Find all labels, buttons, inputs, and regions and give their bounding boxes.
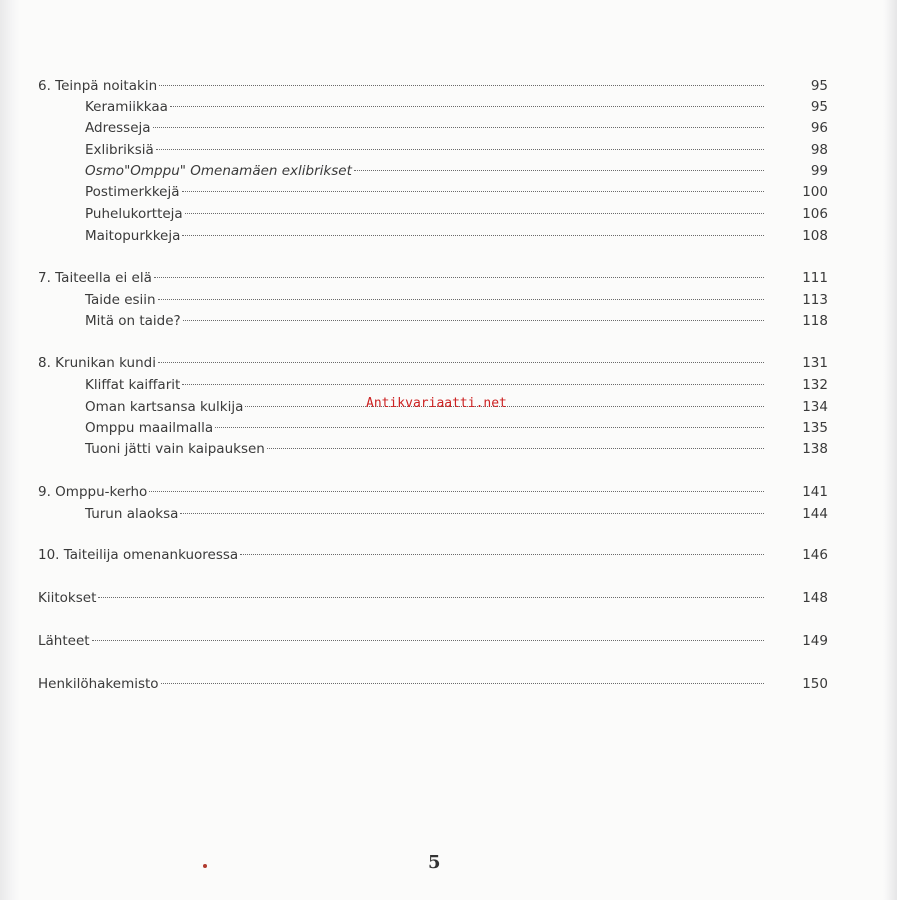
- toc-entry-title: 7. Taiteella ei elä: [38, 270, 152, 286]
- toc-leader-dots: [158, 361, 764, 363]
- toc-leader-dots: [170, 105, 764, 107]
- watermark: Antikvariaatti.net: [366, 396, 507, 411]
- toc-entry-page: 98: [810, 142, 828, 158]
- toc-entry-title: Mitä on taide?: [85, 313, 181, 329]
- ink-dot: [203, 864, 207, 868]
- toc-entry: [38, 268, 828, 288]
- toc-leader-dots: [182, 234, 764, 236]
- toc-entry-title: Kliffat kaiffarit: [85, 377, 181, 393]
- toc-entry: [38, 674, 828, 694]
- toc-entry-title: Kiitokset: [38, 590, 97, 606]
- toc-entry-title: Osmo"Omppu" Omenamäen exlibrikset: [85, 163, 352, 179]
- toc-entry-page: 131: [802, 355, 828, 371]
- toc-entry: [85, 375, 828, 395]
- toc-leader-dots: [158, 298, 764, 300]
- toc-entry: [85, 161, 828, 181]
- toc-leader-dots: [153, 126, 764, 128]
- toc-entry-page: 150: [802, 676, 828, 692]
- toc-entry-page: 149: [802, 633, 828, 649]
- toc-entry-page: 146: [802, 547, 828, 563]
- toc-leader-dots: [149, 490, 764, 492]
- toc-entry-title: 9. Omppu-kerho: [38, 484, 148, 500]
- toc-entry: [85, 226, 828, 246]
- toc-entry-title: Puhelukortteja: [85, 206, 183, 222]
- toc-entry-page: 144: [802, 506, 828, 522]
- toc-entry: [38, 545, 828, 565]
- toc-entry: [38, 482, 828, 502]
- toc-entry-title: Turun alaoksa: [85, 506, 179, 522]
- toc-entry-title: Henkilöhakemisto: [38, 676, 159, 692]
- toc-entry: [38, 353, 828, 373]
- toc-entry-title: 8. Krunikan kundi: [38, 355, 156, 371]
- toc-entry: [85, 311, 828, 331]
- toc-leader-dots: [156, 148, 764, 150]
- toc-leader-dots: [182, 190, 765, 192]
- toc-entry: [85, 204, 828, 224]
- toc-entry-title: Oman kartsansa kulkija: [85, 399, 244, 415]
- toc-leader-dots: [98, 596, 764, 598]
- toc-leader-dots: [161, 682, 764, 684]
- toc-entry-page: 111: [802, 270, 828, 286]
- toc-entry-title: Exlibriksiä: [85, 142, 154, 158]
- toc-entry-title: Keramiikkaa: [85, 99, 168, 115]
- toc-entry-page: 108: [802, 228, 828, 244]
- toc-leader-dots: [215, 426, 764, 428]
- toc-entry-page: 95: [810, 99, 828, 115]
- toc-entry-title: Adresseja: [85, 120, 151, 136]
- toc-entry: [85, 504, 828, 524]
- toc-entry-page: 132: [802, 377, 828, 393]
- page-number: 5: [428, 852, 441, 873]
- toc-leader-dots: [183, 319, 764, 321]
- toc-entry: [85, 97, 828, 117]
- toc-entry-page: 134: [802, 399, 828, 415]
- toc-entry-title: Taide esiin: [85, 292, 156, 308]
- toc-entry-page: 113: [802, 292, 828, 308]
- toc-entry-title: 10. Taiteilija omenankuoressa: [38, 547, 239, 563]
- toc-entry-page: 100: [802, 184, 828, 200]
- toc-entry-page: 138: [802, 441, 828, 457]
- toc-entry-title: Postimerkkejä: [85, 184, 180, 200]
- toc-entry-title: Lähteet: [38, 633, 90, 649]
- toc-entry-page: 96: [810, 120, 828, 136]
- toc-entry: [85, 118, 828, 138]
- toc-entry-page: 99: [810, 163, 828, 179]
- toc-entry: [38, 631, 828, 651]
- toc-entry: [85, 290, 828, 310]
- toc-entry: [85, 439, 828, 459]
- toc-entry: [85, 418, 828, 438]
- toc-entry-title: 6. Teinpä noitakin: [38, 78, 158, 94]
- toc-entry-title: Omppu maailmalla: [85, 420, 214, 436]
- toc-leader-dots: [92, 639, 764, 641]
- toc-entry: [38, 76, 828, 96]
- toc-leader-dots: [354, 169, 764, 171]
- toc-entry-page: 135: [802, 420, 828, 436]
- toc-leader-dots: [240, 553, 764, 555]
- toc-leader-dots: [185, 212, 764, 214]
- toc-entry-page: 95: [810, 78, 828, 94]
- toc-entry: [38, 588, 828, 608]
- toc-leader-dots: [180, 512, 764, 514]
- toc-leader-dots: [267, 447, 764, 449]
- toc-leader-dots: [159, 84, 764, 86]
- toc-entry: [85, 140, 828, 160]
- toc-leader-dots: [154, 276, 764, 278]
- toc-entry-title: Maitopurkkeja: [85, 228, 181, 244]
- toc-entry-page: 118: [802, 313, 828, 329]
- toc-entry-page: 141: [802, 484, 828, 500]
- toc-entry-page: 148: [802, 590, 828, 606]
- toc-entry-title: Tuoni jätti vain kaipauksen: [85, 441, 265, 457]
- toc-entry: [85, 182, 828, 202]
- toc-leader-dots: [182, 383, 764, 385]
- toc-entry-page: 106: [802, 206, 828, 222]
